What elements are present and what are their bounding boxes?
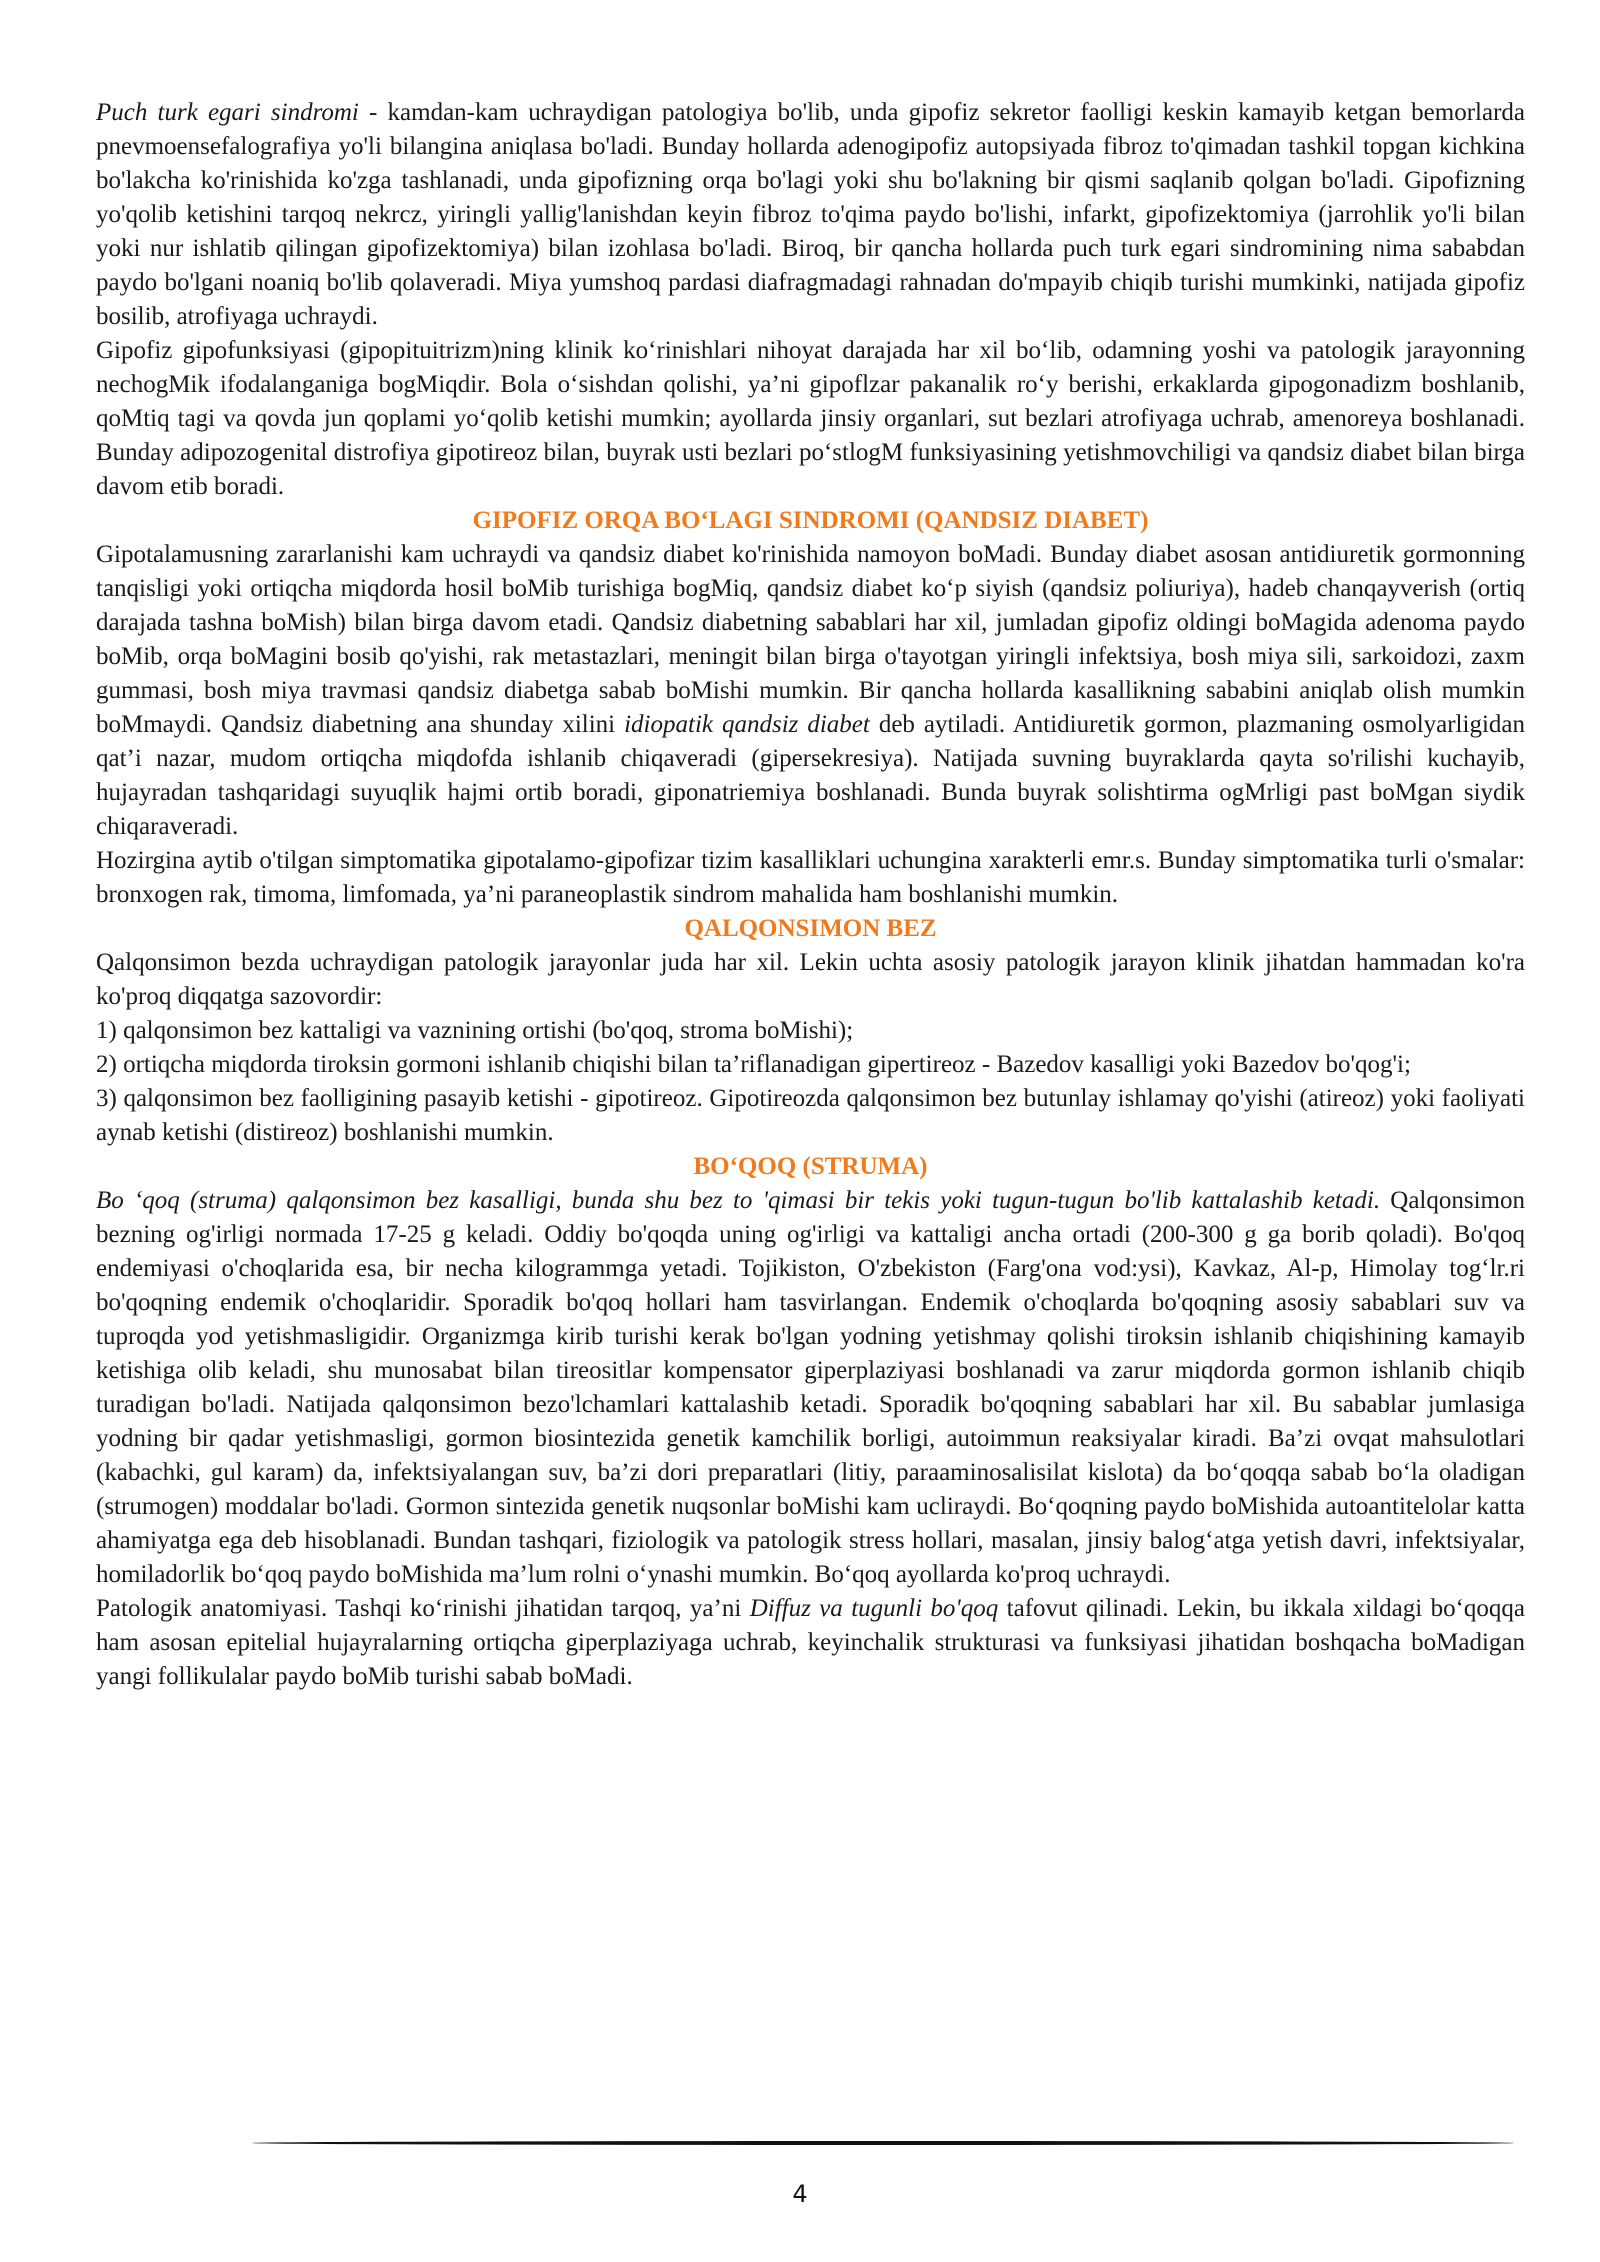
list-item: 1) qalqonsimon bez kattaligi va vaznining ortishi (bo'qoq, stroma boMishi);: [96, 1017, 854, 1044]
paragraph-qandsiz-diabet: [96, 538, 1525, 844]
section-heading-boqoq: BO‘QOQ (STRUMA): [693, 1153, 928, 1180]
paragraph-gipopituitrizm: Gipofiz gipofunksiyasi (gipopituitrizm)ning klinik ko‘rinishlari nihoyat darajada har xil bo‘lib, odamning yoshi va patologik jarayonning nechogMik ifodalanganiga bogMiqdir. Bola o‘sishdan qolishi, ya’ni gipoflzar pakanalik ro‘y berishi, erkaklarda gipogonadizm boshlanib, qoMtiq tagi va qovda jun qoplami yo‘qolib ketishi mumkin; ayollarda jinsiy organlari, sut bezlari atrofiyaga uchrab, amenoreya boshlanadi. Bunday adipozogenital distrofiya gipotireoz bilan, buyrak usti bezlari po‘stlogM funksiyasining yetishmovchiligi va qandsiz diabet bilan birga davom etib boradi.: [96, 337, 1525, 500]
term-boqoq-definition: Bo ‘qoq (struma) qalqonsimon bez kasalligi, bunda shu bez to 'qimasi bir tekis yoki tugun-tugun bo'lib kattalashib ketadi.: [96, 1187, 1381, 1214]
term-idiopatik-diabet: idiopatik qandsiz diabet: [624, 711, 870, 738]
paragraph-puch-turk-egari: [96, 96, 1525, 334]
paragraph-boqoq: [96, 1184, 1525, 1592]
paragraph-text: deb aytiladi. Antidiuretik gormon, plazmaning osmolyarligidan qat’i nazar, mudom ortiqcha miqdofda ishlanib chiqaveradi (gipersekresiya). Natijada suvning buyraklarda qayta so'rilishi kuchayib, hujayradan tashqaridagi suyuqlik hajmi ortib boradi, giponatriemiya boshlanadi. Bunda buyrak solishtirma ogMrligi past boMgan siydik chiqaraveradi.: [96, 711, 1525, 840]
term-puch-turk-egari: Puch turk egari sindromi: [96, 99, 359, 126]
page-number: 4: [792, 2180, 808, 2208]
list-item: 2) ortiqcha miqdorda tiroksin gormoni ishlanib chiqishi bilan ta’riflanadigan gipertireoz - Bazedov kasalligi yoki Bazedov bo'qog'i;: [96, 1051, 1411, 1078]
section-heading-qalqonsimon-bez: QALQONSIMON BEZ: [684, 915, 937, 942]
paragraph-patologik-anatomiya: [96, 1592, 1525, 1694]
footer-rule: [252, 2141, 1514, 2145]
paragraph-text: - kamdan-kam uchraydigan patologiya bo'lib, unda gipofiz sekretor faolligi keskin kamayib ketgan bemorlarda pnevmoensefalografiya yo'li bilangina aniqlasa bo'ladi. Bunday hollarda adenogipofiz autopsiyada fibroz to'qimadan tashkil topgan kichkina bo'lakcha ko'rinishida ko'zga tashlanadi, unda gipofizning orqa bo'lagi yoki shu bo'lakning bir qismi saqlanib qolgan bo'ladi. Gipofizning yo'qolib ketishini tarqoq nekrcz, yiringli yallig'lanishdan keyin fibroz to'qima paydo bo'lishi, infarkt, gipofizektomiya (jarrohlik yo'li bilan yoki nur ishlatib qilingan gipofizektomiya) bilan izohlasa bo'ladi. Biroq, bir qancha hollarda puch turk egari sindromining nima sababdan paydo bo'lgani noaniq bo'lib qolaveradi. Miya yumshoq pardasi diafragmadagi rahnadan do'mpayib chiqib turishi mumkinki, natijada gipofiz bosilib, atrofiyaga uchraydi.: [96, 99, 1525, 330]
term-diffuz-tugunli: Diffuz va tugunli bo'qoq: [749, 1595, 999, 1622]
paragraph-text: Gipotalamusning zararlanishi kam uchraydi va qandsiz diabet ko'rinishida namoyon boMadi. Bunday diabet asosan antidiuretik gormonning tanqisligi yoki ortiqcha miqdorda hosil boMib turishiga bogMiq, qandsiz diabet ko‘p siyish (qandsiz poliuriya), hadeb chanqayverish (ortiq darajada tashna boMish) bilan birga davom etadi. Qandsiz diabetning sabablari har xil, jumladan gipofiz oldingi boMagida adenoma paydo boMib, orqa boMagini bosib qo'yishi, rak metastazlari, meningit bilan birga o'tayotgan yiringli infektsiya, bosh miya sili, sarkoidozi, zaxm gummasi, bosh miya travmasi qandsiz diabetga sabab boMishi mumkin. Bir qancha hollarda kasallikning sababini aniqlab olish mumkin boMmaydi. Qandsiz diabetning ana shunday xilini: [96, 541, 1525, 738]
paragraph-text: Patologik anatomiyasi. Tashqi ko‘rinishi jihatidan tarqoq, ya’ni: [96, 1595, 750, 1622]
list-item: 3) qalqonsimon bez faolligining pasayib ketishi - gipotireoz. Gipotireozda qalqonsimon bez butunlay ishlamay qo'yishi (atireoz) yoki faoliyati aynab ketishi (distireoz) boshlanishi mumkin.: [96, 1085, 1525, 1146]
page-body: [96, 96, 1525, 1694]
paragraph-text: Qalqonsimon bezning og'irligi normada 17-25 g keladi. Oddiy bo'qoqda uning og'irligi va kattaligi ancha ortadi (200-300 g ga borib qoladi). Bo'qoq endemiyasi o'choqlarida esa, bir necha kilogrammga yetadi. Tojikiston, O'zbekiston (Farg'ona vod:ysi), Kavkaz, Al-p, Himolay tog‘lr.ri bo'qoqning endemik o'choqlaridir. Sporadik bo'qoq hollari ham tasvirlangan. Endemik o'choqlarda bo'qoqning asosiy sabablari suv va tuproqda yod yetishmasligidir. Organizmga kirib turishi kerak bo'lgan yodning yetishmay qolishi tiroksin ishlanib chiqishining kamayib ketishiga olib keladi, shu munosabat bilan tireositlar kompensator giperplaziyasi boshlanadi va zarur miqdorda gormon ishlanib chiqib turadigan bo'ladi. Natijada qalqonsimon bezo'lchamlari kattalashib ketadi. Sporadik bo'qoqning sabablari har xil. Bu sabablar jumlasiga yodning bir qadar yetishmasligi, gormon biosintezida genetik kamchilik borligi, autoimmun reaksiyalar kiradi. Ba’zi ovqat mahsulotlari (kabachki, gul karam) da, infektsiyalangan suv, ba’zi dori preparatlari (litiy, paraaminosalisilat kislota) da bo‘qoqqa sabab bo‘la oladigan (strumogen) moddalar bo'ladi. Gormon sintezida genetik nuqsonlar boMishi kam ucliraydi. Bo‘qoqning paydo boMishida autoantitelolar katta ahamiyatga ega deb hisoblanadi. Bundan tashqari, fiziologik va patologik stress hollari, masalan, jinsiy balog‘atga yetish davri, infektsiyalar, homiladorlik bo‘qoq paydo boMishida ma’lum rolni o‘ynashi mumkin. Bo‘qoq ayollarda ko'proq uchraydi.: [96, 1187, 1525, 1588]
section-heading-gipofiz-orqa: GIPOFIZ ORQA BO‘LAGI SINDROMI (QANDSIZ DIABET): [472, 507, 1149, 534]
paragraph-simptomatika: Hozirgina aytib o'tilgan simptomatika gipotalamo-gipofizar tizim kasalliklari uchungina xarakterli emr.s. Bunday simptomatika turli o'smalar: bronxogen rak, timoma, limfomada, ya’ni paraneoplastik sindrom mahalida ham boshlanishi mumkin.: [96, 847, 1525, 908]
paragraph-text: tafovut qilinadi. Lekin, bu ikkala xildagi bo‘qoqqa ham asosan epitelial hujayralarning ortiqcha giperplaziyaga uchrab, keyinchalik strukturasi va funksiyasi jihatidan boshqacha boMadigan yangi follikulalar paydo boMib turishi sabab boMadi.: [96, 1595, 1525, 1690]
paragraph-qalqonsimon-intro: Qalqonsimon bezda uchraydigan patologik jarayonlar juda har xil. Lekin uchta asosiy patologik jarayon klinik jihatdan hammadan ko'ra ko'proq diqqatga sazovordir:: [96, 949, 1525, 1010]
